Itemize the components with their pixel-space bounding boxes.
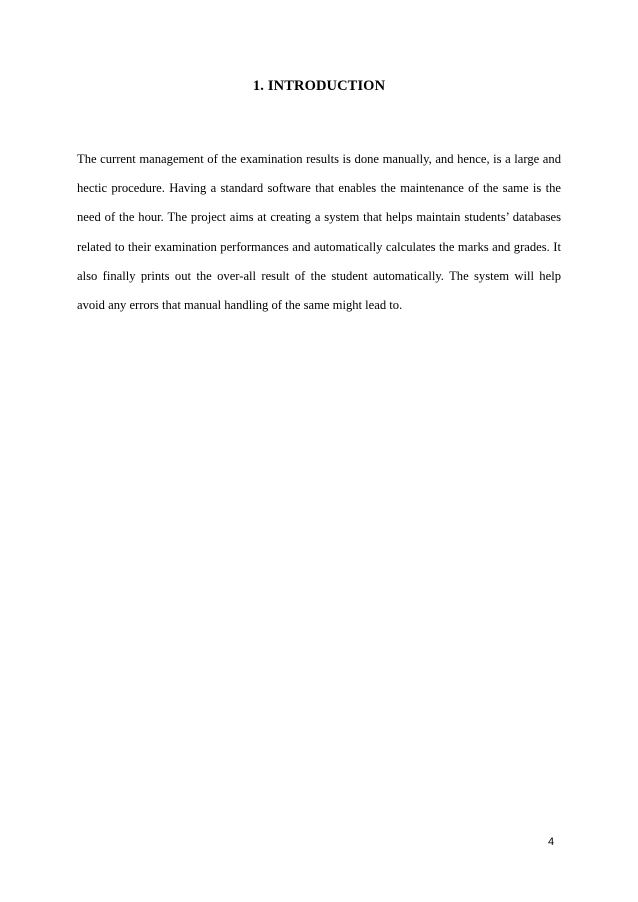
page-number: 4 xyxy=(548,836,555,848)
section-number: 1. xyxy=(252,78,264,94)
section-heading xyxy=(0,78,638,95)
section-title: INTRODUCTION xyxy=(267,78,386,94)
introduction-paragraph: The current management of the examination results is done manually, and hence, is a large and hectic procedure. Having a standard software that enables the maintenance of the same is the need of the hour. The project aims at creating a system that helps maintain students’ databases related to their examination performances and automatically calculates the marks and grades. It also finally prints out the over-all result of the student automatically. The system will help avoid any errors that manual handling of the same might lead to. xyxy=(77,152,561,313)
